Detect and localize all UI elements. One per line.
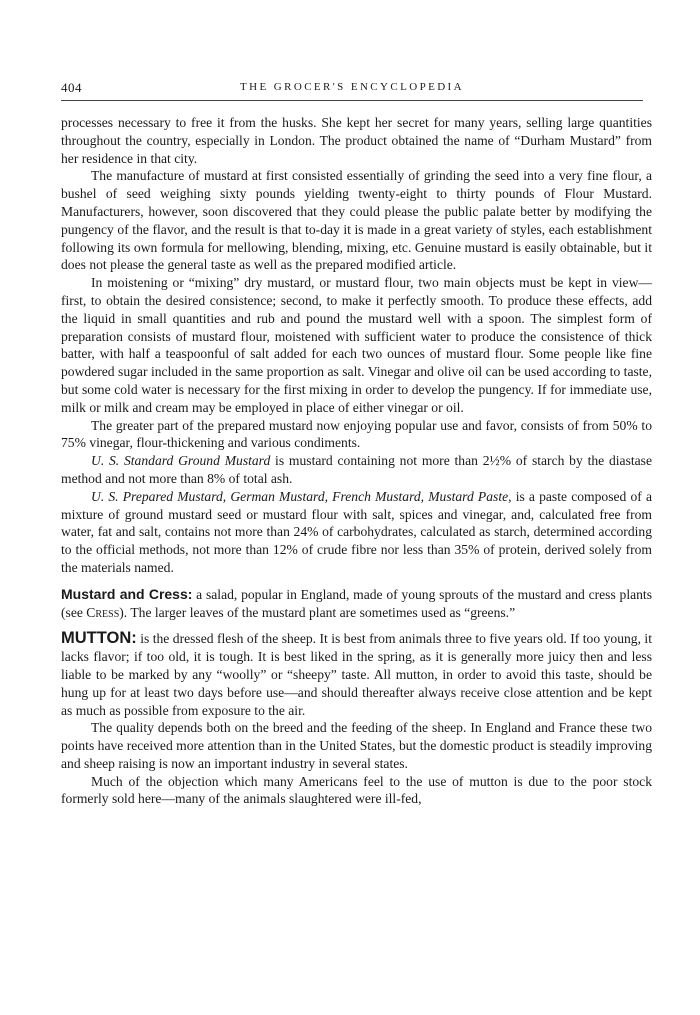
paragraph: The quality depends both on the breed and the feeding of the sheep. In England and France these two points have received more attention than in the United States, but the domestic product is steadily improving and sheep raising is now an important industry in several states. (61, 720, 652, 771)
entry-mustard-and-cress (61, 586, 652, 622)
paragraph: The manufacture of mustard at first consisted essentially of grinding the seed into a very fine flour, a bushel of seed weighing sixty pounds yielding twenty-eight to thirty pounds of Flour Mustard. Manufacturers, however, soon discovered that they could please the public palate better by modifying the pungency of the flavor, and the result is that to-day it is made in a great variety of styles, each establishment following its own formula for mellowing, blending, mixing, etc. Genuine mustard is easily obtainable, but it does not please the general taste as well as the prepared modified article. (61, 168, 652, 273)
standard-term: U. S. Standard Ground Mustard (91, 453, 271, 469)
paragraph: In moistening or “mixing” dry mustard, or mustard flour, two main objects must be kept in view—first, to obtain the desired consistence; second, to make it perfectly smooth. To produce these effects, add the liquid in small quantities and rub and pound the mustard well with a spoon. The simplest form of preparation consists of mustard flour, moistened with sufficient water to produce the consistence of thick batter, with half a teaspoonful of salt added for each two ounces of mustard flour. Some people like fine powdered sugar included in the same proportion as salt. Vinegar and olive oil can be used according to taste, but some cold water is necessary for the first mixing in order to develop the pungency. If for immediate use, milk or milk and cream may be employed in place of either vinegar or oil. (61, 275, 652, 415)
entry-text: ). The larger leaves of the mustard plant are sometimes used as “greens.” (119, 604, 516, 620)
paragraph (61, 452, 652, 488)
paragraph: processes necessary to free it from the husks. She kept her secret for many years, selling large quantities throughout the country, especially in London. The product obtained the name of “Durham Mustard” from her residence in that city. (61, 115, 652, 166)
page-number: 404 (61, 80, 82, 95)
paragraph: The greater part of the prepared mustard now enjoying popular use and favor, consists of from 50% to 75% vinegar, flour-thickening and various condiments. (61, 417, 652, 451)
entry-term: MUTTON: (61, 629, 137, 648)
paragraph: Much of the objection which many Americans feel to the use of mutton is due to the poor stock formerly sold here—many of the animals slaughtered were ill-fed, (61, 773, 652, 807)
cross-reference: Cress (86, 604, 120, 620)
paragraph (61, 488, 652, 577)
page-header (61, 80, 643, 101)
paragraph-text: is mustard containing not more than 2½% of starch by the diastase method and not more than 8% of total ash. (61, 453, 652, 486)
running-head: THE GROCER'S ENCYCLOPEDIA (240, 81, 464, 93)
page-body (61, 114, 652, 808)
paragraph-text: is a paste composed of a mixture of ground mustard seed or mustard flour with salt, spices and vinegar, and, calculated free from water, fat and salt, contains not more than 24% of carbohydrates, calculated as starch, determined according to the official methods, not more than 12% of crude fibre nor less than 35% of protein, derived solely from the materials named. (61, 488, 652, 575)
entry-mutton (61, 630, 652, 719)
entry-term: Mustard and Cress: (61, 585, 193, 602)
entry-text: a salad, popular in England, made of young sprouts of the mustard and cress plants (see (61, 586, 652, 620)
standard-term: U. S. Prepared Mustard, German Mustard, French Mustard, Mustard Paste, (91, 488, 512, 504)
entry-text: is the dressed flesh of the sheep. It is best from animals three to five years old. If too young, it lacks flavor; if too old, it is tough. It is best liked in the spring, as it is generally more juicy then and less liable to be marked by any “woolly” or “sheepy” taste. All mutton, in order to avoid this taste, should be hung up for at least two days before use—and should thereafter always receive close attention and be kept as much as possible from exposure to the air. (61, 631, 652, 718)
